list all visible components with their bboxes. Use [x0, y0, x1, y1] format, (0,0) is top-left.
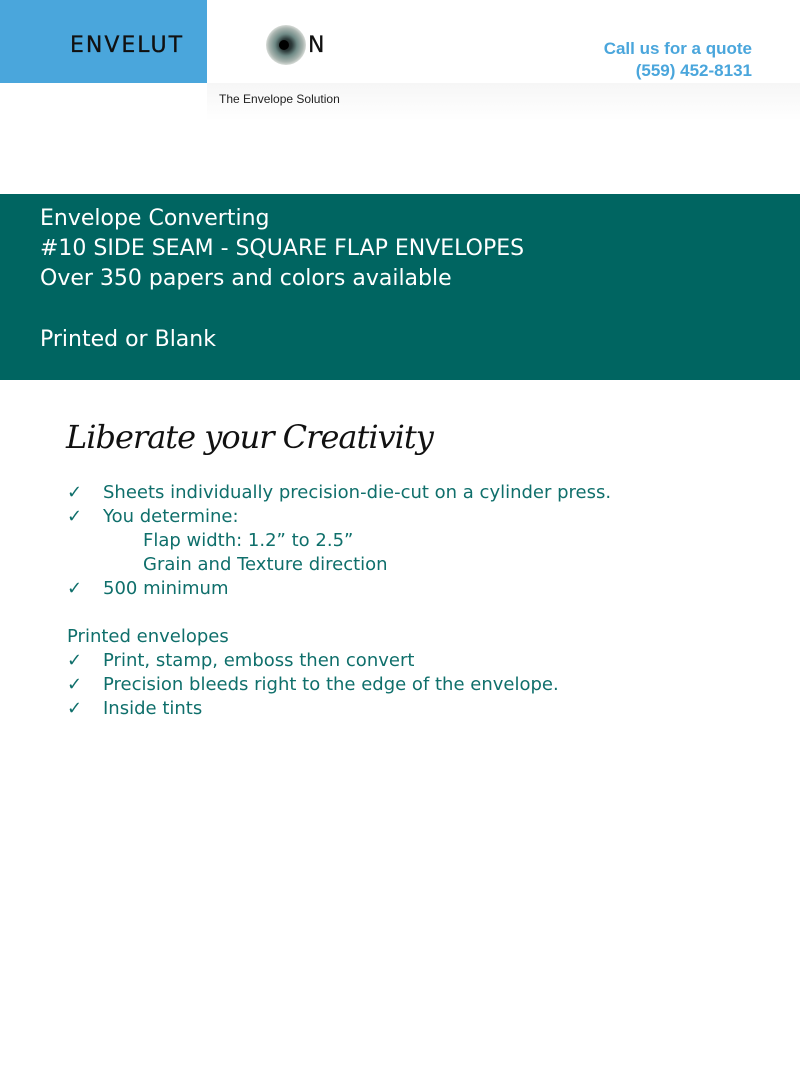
phone-number[interactable]: (559) 452-8131 — [635, 61, 752, 80]
list-item-text: 500 minimum — [103, 578, 229, 599]
list-item — [67, 577, 767, 601]
check-icon: ✓ — [67, 506, 83, 527]
svg-text:ENVELUT: ENVELUT — [70, 33, 185, 58]
list-item — [67, 505, 767, 529]
sub-item-text: Flap width: 1.2” to 2.5” — [143, 530, 354, 551]
sub-item-text: Grain and Texture direction — [143, 554, 388, 575]
check-icon: ✓ — [67, 650, 83, 671]
printed-heading-row — [67, 625, 767, 649]
list-item — [67, 481, 767, 505]
svg-text:N: N — [308, 33, 325, 58]
quote-contact — [604, 38, 752, 82]
script-heading: Liberate your Creativity — [66, 418, 433, 456]
list-item — [67, 697, 767, 721]
list-item-text: Inside tints — [103, 698, 203, 719]
banner-line-product: #10 SIDE SEAM - SQUARE FLAP ENVELOPES — [40, 236, 525, 261]
list-item-text: Print, stamp, emboss then convert — [103, 650, 415, 671]
banner-line-printed-blank: Printed or Blank — [40, 327, 216, 352]
sub-item — [67, 553, 767, 577]
quote-call-text: Call us for a quote — [603, 39, 752, 58]
list-item-text: Precision bleeds right to the edge of the envelope. — [103, 674, 559, 695]
check-icon: ✓ — [67, 698, 83, 719]
printed-heading: Printed envelopes — [67, 626, 229, 647]
list-item — [67, 649, 767, 673]
product-banner — [0, 194, 800, 380]
list-item-text: Sheets individually precision-die-cut on a cylinder press. — [103, 482, 612, 503]
tagline: The Envelope Solution — [219, 92, 340, 106]
check-icon: ✓ — [67, 578, 83, 599]
logo-graphic — [70, 24, 330, 70]
spacer — [67, 601, 767, 625]
list-item-text: You determine: — [103, 506, 239, 527]
sub-item — [67, 529, 767, 553]
banner-line-converting: Envelope Converting — [40, 206, 270, 231]
envelution-logo[interactable] — [70, 24, 330, 70]
feature-list — [67, 481, 767, 721]
banner-line-papers: Over 350 papers and colors available — [40, 266, 452, 291]
check-icon: ✓ — [67, 674, 83, 695]
list-item — [67, 673, 767, 697]
check-icon: ✓ — [67, 482, 83, 503]
